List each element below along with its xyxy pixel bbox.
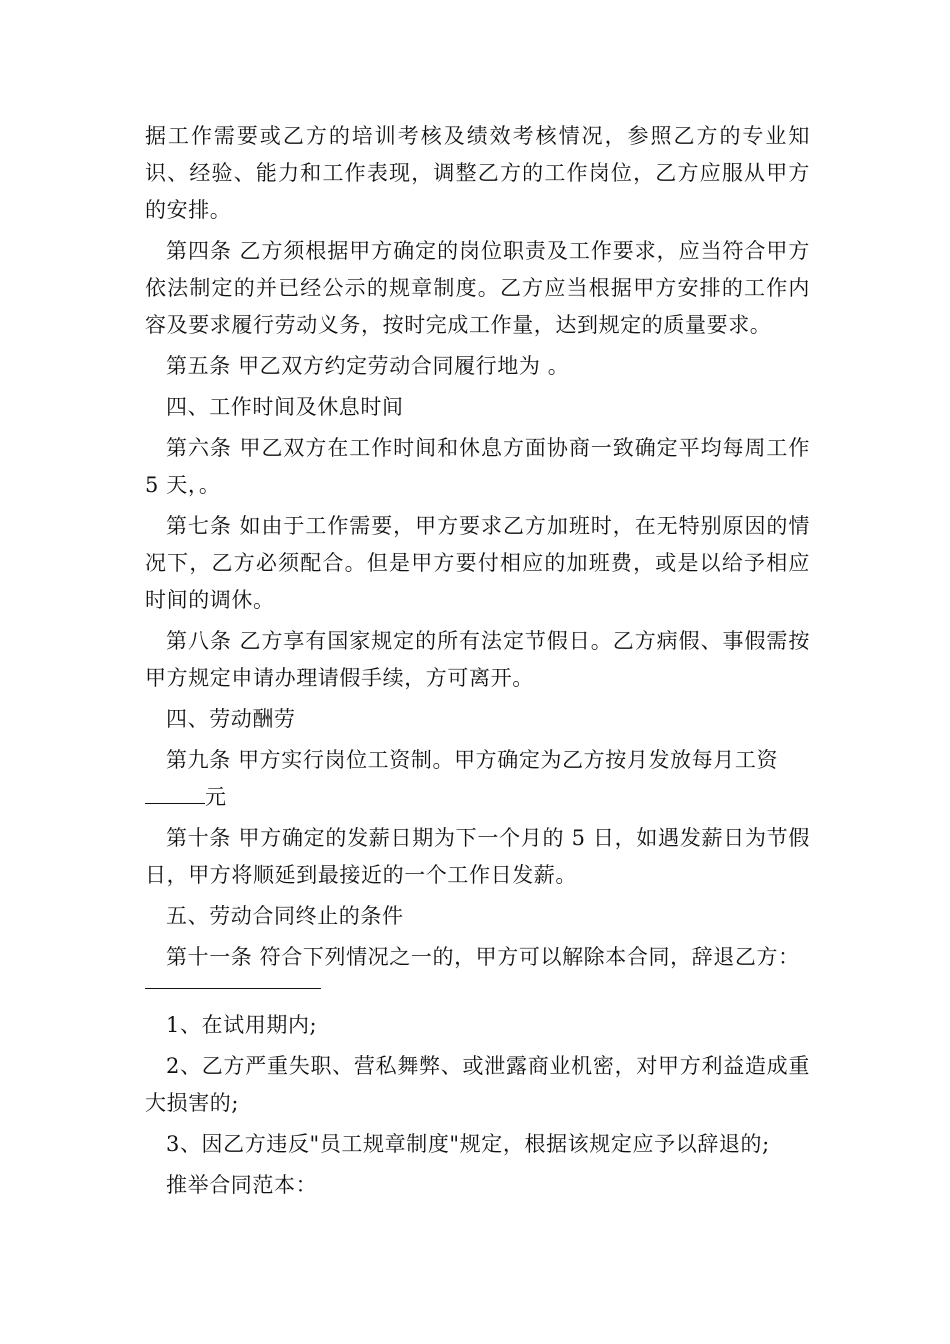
section-heading-termination: 五、劳动合同终止的条件 <box>166 904 404 928</box>
article-11-blank-line <box>145 980 321 989</box>
article-4: 第四条 乙方须根据甲方确定的岗位职责及工作要求，应当符合甲方依法制定的并已经公示的规章制度。乙方应当根据甲方安排的工作内容及要求履行劳动义务，按时完成工作量，达到规定的质量要求。 <box>145 239 810 337</box>
list-item-2: 2、乙方严重失职、营私舞弊、或泄露商业机密，对甲方利益造成重大损害的; <box>145 1054 810 1115</box>
salary-unit: 元 <box>205 785 227 809</box>
article-9-text: 第九条 甲方实行岗位工资制。甲方确定为乙方按月发放每月工资 <box>166 748 779 772</box>
document-body <box>145 118 810 1208</box>
salary-blank <box>145 783 205 804</box>
article-11: 第十一条 符合下列情况之一的，甲方可以解除本合同，辞退乙方： <box>166 945 800 969</box>
article-10: 第十条 甲方确定的发薪日期为下一个月的 5 日，如遇发薪日为节假日，甲方将顺延到最接近的一个工作日发薪。 <box>145 826 810 887</box>
article-9 <box>145 742 810 816</box>
article-7: 第七条 如由于工作需要，甲方要求乙方加班时，在无特别原因的情况下，乙方必须配合。但是甲方要付相应的加班费，或是以给予相应时间的调休。 <box>145 514 810 612</box>
section-heading-remuneration: 四、劳动酬劳 <box>166 707 296 731</box>
section-heading-work-hours: 四、工作时间及休息时间 <box>166 395 404 419</box>
paragraph-continued: 据工作需要或乙方的培训考核及绩效考核情况，参照乙方的专业知识、经验、能力和工作表现，调整乙方的工作岗位，乙方应服从甲方的安排。 <box>145 124 810 222</box>
list-item-3: 3、因乙方违反"员工规章制度"规定，根据该规定应予以辞退的; <box>166 1132 770 1156</box>
article-6: 第六条 甲乙双方在工作时间和休息方面协商一致确定平均每周工作 5 天，。 <box>145 436 810 497</box>
article-8: 第八条 乙方享有国家规定的所有法定节假日。乙方病假、事假需按甲方规定申请办理请假手续，方可离开。 <box>145 629 810 690</box>
article-5: 第五条 甲乙双方约定劳动合同履行地为 。 <box>166 354 570 378</box>
list-item-1: 1、在试用期内; <box>166 1013 318 1037</box>
recommended-template: 推举合同范本： <box>166 1173 318 1197</box>
